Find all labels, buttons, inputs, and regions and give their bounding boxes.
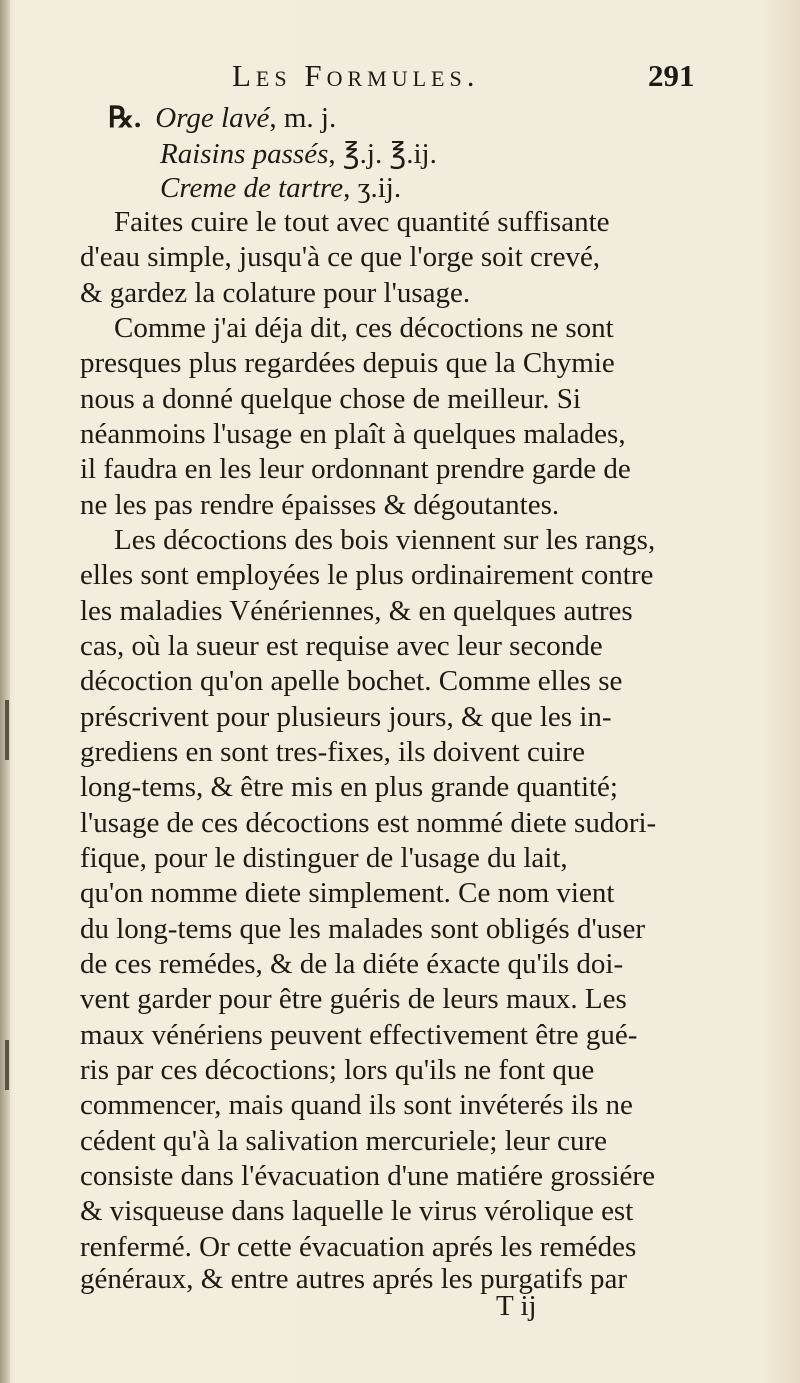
text-line: cas, où la sueur est requise avec leur seconde — [80, 630, 603, 662]
text-line: qu'on nomme diete simplement. Ce nom vient — [80, 877, 615, 909]
text-line: renfermé. Or cette évacuation aprés les remédes — [80, 1231, 637, 1263]
signature-mark: T ij — [496, 1290, 537, 1322]
ingredient-dose: , ʒ.ij. — [343, 172, 402, 204]
text-line: néanmoins l'usage en plaît à quelques malades, — [80, 418, 626, 450]
text-line: ne les pas rendre épaisses & dégoutantes. — [80, 489, 560, 521]
ingredient-dose: , ℥.j. ℥.ij. — [328, 138, 437, 170]
text-line: décoction qu'on apelle bochet. Comme elles se — [80, 665, 623, 697]
text-line: les maladies Vénériennes, & en quelques autres — [80, 595, 633, 627]
text-line: long-tems, & être mis en plus grande quantité; — [80, 771, 618, 803]
text-line: fique, pour le distinguer de l'usage du lait, — [80, 842, 568, 874]
text-line: généraux, & entre autres aprés les purgatifs par — [80, 1263, 628, 1295]
recipe-line — [108, 100, 336, 135]
text-line: cédent qu'à la salivation mercuriele; leur cure — [80, 1125, 607, 1157]
text-line: l'usage de ces décoctions est nommé diete sudori- — [80, 807, 657, 839]
recipe-line — [160, 136, 437, 171]
ingredient-name: Orge lavé — [155, 102, 270, 134]
ingredient-name: Creme de tartre — [160, 172, 344, 204]
margin-mark — [5, 700, 9, 760]
recipe-symbol: ℞. — [108, 102, 142, 134]
text-line: préscrivent pour plusieurs jours, & que les in- — [80, 701, 612, 733]
text-line: elles sont employées le plus ordinairement contre — [80, 559, 654, 591]
text-line: nous a donné quelque chose de meilleur. Si — [80, 383, 581, 415]
recipe-line — [160, 172, 401, 205]
text-line: il faudra en les leur ordonnant prendre garde de — [80, 453, 631, 485]
text-line: commencer, mais quand ils sont invéterés ils ne — [80, 1089, 633, 1121]
binding-gutter — [0, 0, 10, 1383]
text-line: du long-tems que les malades sont obligés d'user — [80, 913, 645, 945]
ingredient-dose: , m. j. — [269, 102, 337, 134]
ingredient-name: Raisins passés — [160, 138, 329, 170]
text-line: Faites cuire le tout avec quantité suffisante — [114, 206, 610, 238]
text-line: d'eau simple, jusqu'à ce que l'orge soit crevé, — [80, 241, 601, 273]
text-line: & visqueuse dans laquelle le virus vérolique est — [80, 1195, 634, 1227]
running-head-title: Les Formules. — [232, 58, 480, 93]
text-line: consiste dans l'évacuation d'une matiére grossiére — [80, 1160, 655, 1192]
text-line: vent garder pour être guéris de leurs maux. Les — [80, 983, 627, 1015]
text-line: & gardez la colature pour l'usage. — [80, 277, 471, 309]
text-line: Les décoctions des bois viennent sur les rangs, — [114, 524, 656, 556]
text-line: ris par ces décoctions; lors qu'ils ne font que — [80, 1054, 595, 1086]
text-line: grediens en sont tres-fixes, ils doivent cuire — [80, 736, 585, 768]
text-line: presques plus regardées depuis que la Chymie — [80, 347, 615, 379]
margin-mark — [5, 1040, 9, 1090]
running-head — [0, 58, 800, 98]
text-line: de ces remédes, & de la diéte éxacte qu'ils doi- — [80, 948, 624, 980]
text-line: maux vénériens peuvent effectivement être gué- — [80, 1019, 638, 1051]
page-number: 291 — [648, 58, 695, 93]
text-line: Comme j'ai déja dit, ces décoctions ne sont — [114, 312, 614, 344]
